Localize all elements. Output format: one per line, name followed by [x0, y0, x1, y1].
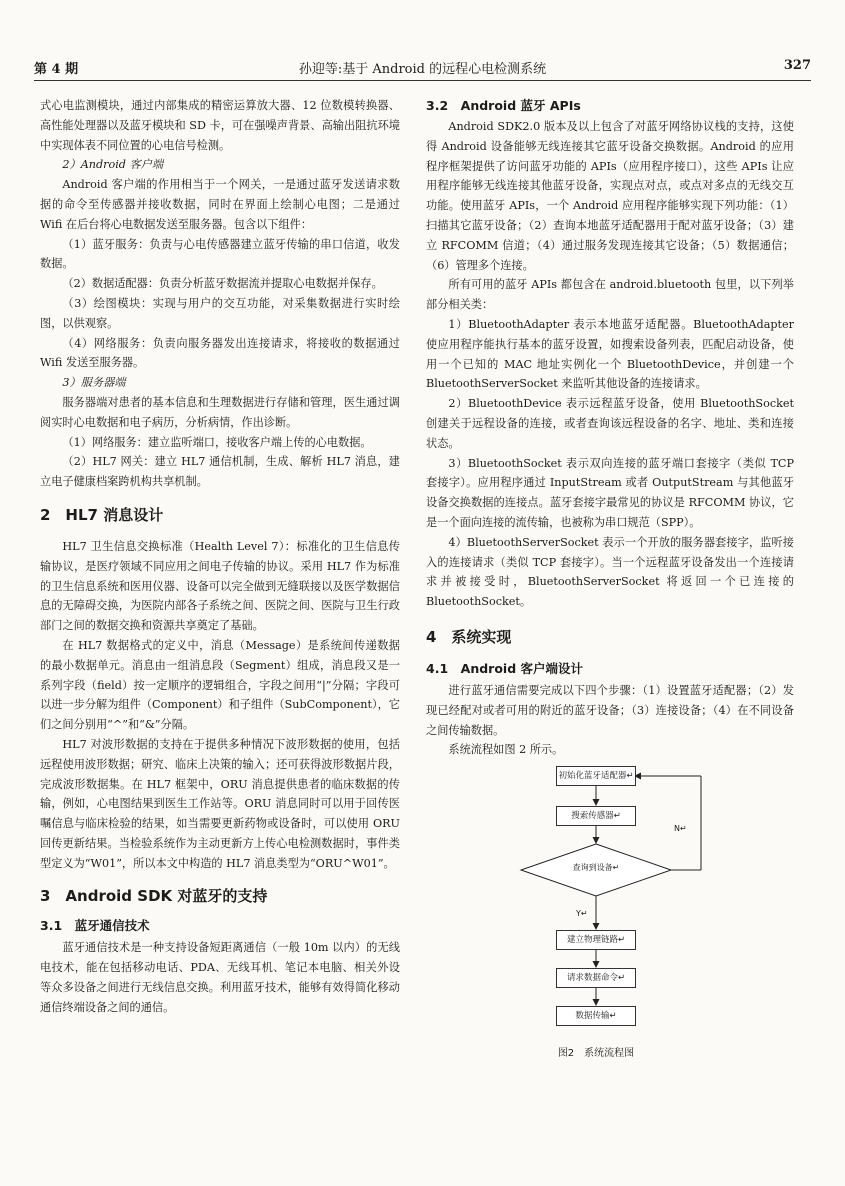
running-header [34, 56, 811, 81]
flow-step-data-transfer: 数据传输↵ [556, 1006, 636, 1026]
flow-step-search-sensor: 搜索传感器↵ [556, 806, 636, 826]
paragraph: Android SDK2.0 版本及以上包含了对蓝牙网络协议栈的支持，这使得 Android 设备能够无线连接其它蓝牙设备交换数据。Android 的应用程序框架提供了访问蓝牙功能的 APIs（应用程序接口），这些 APIs 让应用程序能够无线连接其他蓝牙设备，实现点对点，或点对多点的无线交互功能。使用蓝牙 APIs，一个 Android 应用程序能够实现下列功能：（1）扫描其它蓝牙设备；（2）查询本地蓝牙适配器用于配对蓝牙设备；（3）建立 RFCOMM 信道；（4）通过服务发现连接其它设备；（5）数据通信；（6）管理多个连接。 [426, 120, 794, 272]
list-item: 2）BluetoothDevice 表示远程蓝牙设备，使用 BluetoothSocket 创建关于远程设备的连接，或者查询该远程设备的名字、地址、类和连接状态。 [426, 397, 794, 450]
list-item: （1）蓝牙服务：负责与心电传感器建立蓝牙传输的串口信道，收发数据。 [40, 237, 400, 271]
paragraph: 蓝牙通信技术是一种支持设备短距离通信（一般 10m 以内）的无线电技术，能在包括移动电话、PDA、无线耳机、笔记本电脑、相关外设等众多设备之间进行无线信息交换。利用蓝牙技术，能够有效得简化移动通信终端设备之间的通信。 [40, 941, 400, 1014]
figure-caption: 图2 系统流程图 [557, 1048, 635, 1060]
page-number: 327 [783, 58, 811, 73]
flow-step-request-data: 请求数据命令↵ [556, 968, 636, 988]
list-item: 3）BluetoothSocket 表示双向连接的蓝牙端口套接字（类似 TCP 套接字）。应用程序通过 InputStream 或者 OutputStream 与其他蓝牙设备交换数据的连接点。蓝牙套接字最常见的协议是 RFCOMM 协议，它是一个面向连接的流传输，也被称为串口规范（SPP）。 [426, 456, 794, 529]
flow-label-yes: Y↵ [576, 909, 588, 919]
list-item: （4）网络服务：负责向服务器发出连接请求，将接收的数据通过 Wifi 发送至服务器。 [40, 336, 400, 370]
list-item: 1）BluetoothAdapter 表示本地蓝牙适配器。BluetoothAdapter 使应用程序能执行基本的蓝牙设置，如搜索设备列表，匹配启动设备，使用一个已知的 MAC 地址实例化一个 BluetoothDevice，并创建一个 BluetoothServerSocket 来监听其他设备的连接请求。 [426, 317, 794, 391]
section-heading: 3 Android SDK 对蓝牙的支持 [40, 887, 268, 906]
section-heading: 4 系统实现 [426, 627, 512, 646]
list-item: （2）数据适配器：负责分析蓝牙数据流并提取心电数据并保存。 [62, 277, 383, 291]
paragraph: HL7 卫生信息交换标准（Health Level 7）：标准化的卫生信息传输协议，是医疗领域不同应用之间电子传输的协议。采用 HL7 作为标准的卫生信息系统和医用仪器、设备可以完全做到无缝联接以及医学数据信息的无障碍交换，为医院内部各子系统之间、医院之间、医院与卫生行政部门之间的数据交换和资源共享奠定了基础。 [40, 539, 400, 633]
paragraph: 服务器端对患者的基本信息和生理数据进行存储和管理，医生通过调阅实时心电数据和电子病历，分析病情，作出诊断。 [40, 395, 400, 429]
section-heading: 2 HL7 消息设计 [40, 505, 164, 524]
right-column [426, 96, 794, 1064]
list-item: （3）绘图模块：实现与用户的交互功能，对采集数据进行实时绘图，以供观察。 [40, 296, 400, 330]
flow-decision-device-found: 查询到设备↵ [572, 863, 620, 873]
subsection-heading: 4.1 Android 客户端设计 [426, 660, 584, 676]
running-title: 孙迎等:基于 Android 的远程心电检测系统 [298, 62, 547, 77]
flow-step-build-link: 建立物理链路↵ [556, 930, 636, 950]
paragraph: Android 客户端的作用相当于一个网关，一是通过蓝牙发送请求数据的命令至传感器并接收数据，同时在界面上绘制心电图；二是通过 Wifi 在后台将心电数据发送至服务器。包含以下组件： [40, 178, 400, 231]
list-item: （2）HL7 网关：建立 HL7 通信机制，生成、解析 HL7 消息，建立电子健康档案跨机构共享机制。 [40, 455, 400, 489]
subheading: 3）服务器端 [62, 376, 126, 390]
flow-step-init-adapter: 初始化蓝牙适配器↵ [556, 766, 636, 786]
flow-label-no: N↵ [674, 824, 687, 834]
paragraph: HL7 对波形数据的支持在于提供多种情况下波形数据的使用，包括远程使用波形数据；研究、临床上决策的输入；还可获得波形数据片段，完成波形数据集。在 HL7 框架中，ORU 消息提供患者的临床数据的传输，例如，心电图结果到医生工作站等。ORU 消息同时可以用于回传医嘱信息与临床检验的结果，如当需要更新药物或设备时，可以使用 ORU 回传更新结果。当检验系统作为主动更新方上传心电检测数据时，事件类型定义为“W01”，所以本文中构造的 HL7 消息类型为“ORU^W01”。 [40, 737, 400, 870]
paragraph: 式心电监测模块，通过内部集成的精密运算放大器、12 位数模转换器、高性能处理器以及蓝牙模块和 SD 卡，可在强噪声背景、高输出阻抗环境中实现体表不同位置的心电信号检测。 [40, 99, 400, 152]
left-column [40, 96, 400, 1018]
flowchart [426, 764, 794, 1064]
issue-number: 第 4 期 [34, 62, 79, 77]
list-item: 4）BluetoothServerSocket 表示一个开放的服务器套接字，监听接入的连接请求（类似 TCP 套接字）。当一个远程蓝牙设备发出一个连接请求并被接受时，BluetoothServerSocket 将返回一个已连接的 BluetoothSocket。 [426, 535, 794, 609]
subheading: 2）Android 客户端 [62, 158, 164, 172]
paragraph: 所有可用的蓝牙 APIs 都包含在 android.bluetooth 包里，以下列举部分相关类： [426, 278, 794, 312]
subsection-heading: 3.1 蓝牙通信技术 [40, 918, 150, 934]
subsection-heading: 3.2 Android 蓝牙 APIs [426, 98, 581, 113]
paragraph: 系统流程如图 2 所示。 [448, 743, 564, 757]
paragraph: 进行蓝牙通信需要完成以下四个步骤：（1）设置蓝牙适配器；（2）发现已经配对或者可用的附近的蓝牙设备；（3）连接设备；（4）在不同设备之间传输数据。 [426, 683, 794, 737]
paragraph: 在 HL7 数据格式的定义中，消息（Message）是系统间传递数据的最小数据单元。消息由一组消息段（Segment）组成，消息段又是一系列字段（field）按一定顺序的逻辑组合，字段之间用“|”分隔；字段可以进一步分解为组件（Component）和子组件（SubComponent），它们之间分别用“^”和“&”分隔。 [40, 638, 400, 732]
list-item: （1）网络服务：建立监听端口，接收客户端上传的心电数据。 [62, 435, 372, 449]
